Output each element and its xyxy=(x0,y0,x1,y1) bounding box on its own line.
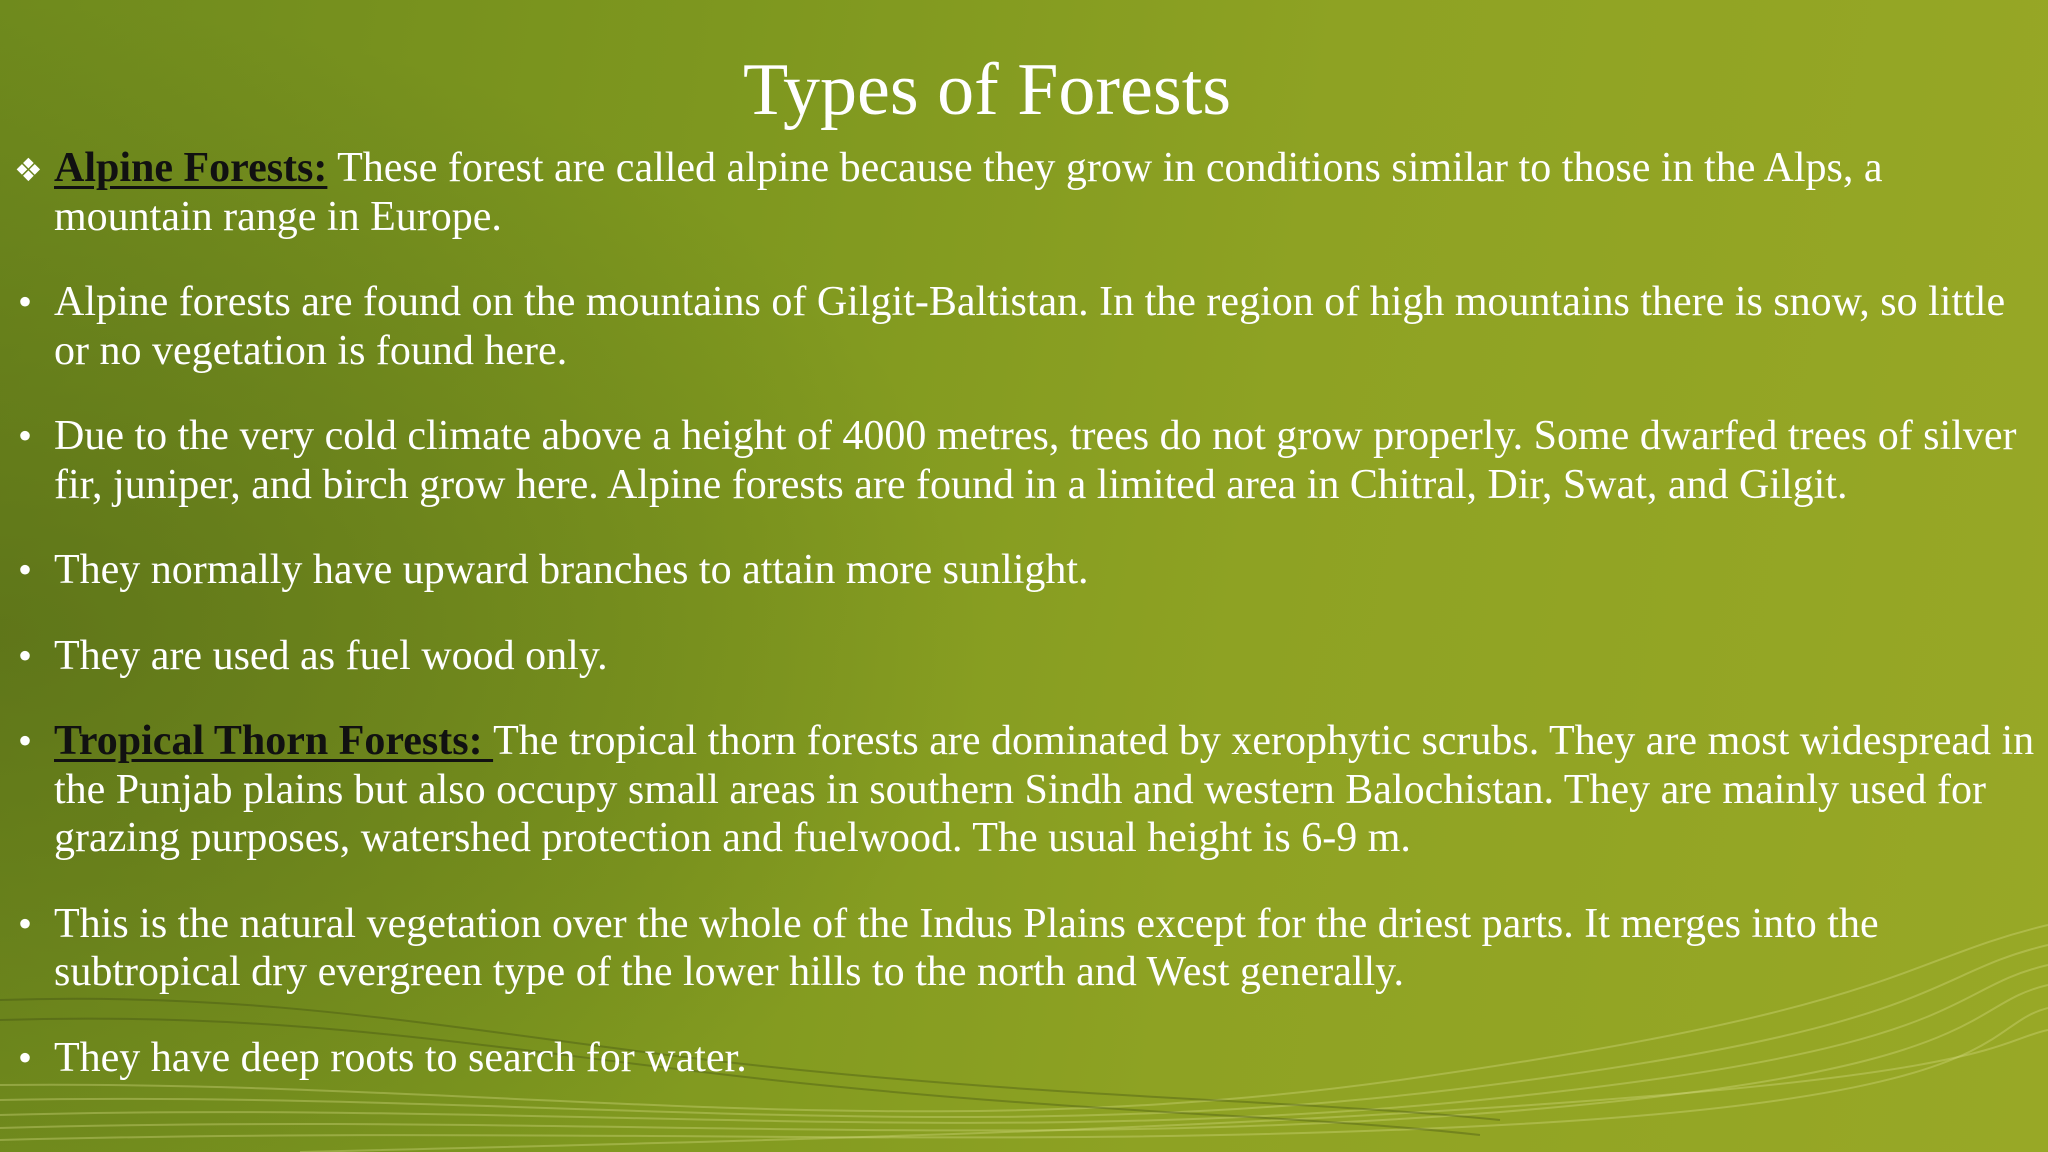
item-text: Due to the very cold climate above a height of 4000 metres, trees do not grow properly. Some dwarfed trees of silver fir, juniper, and birch grow here. Alpine forests are found in a limited area in Chitral, Dir, Swat, and Gilgit. xyxy=(54,413,2017,508)
list-item xyxy=(14,546,2036,595)
item-text: Alpine forests are found on the mountains of Gilgit-Baltistan. In the region of high mountains there is snow, so little or no vegetation is found here. xyxy=(54,279,2006,374)
list-item xyxy=(14,900,2036,997)
item-text: They are used as fuel wood only. xyxy=(54,632,608,679)
item-text: This is the natural vegetation over the whole of the Indus Plains except for the driest parts. It merges into the subtropical dry evergreen type of the lower hills to the north and West generally. xyxy=(54,900,1879,995)
bullet-list xyxy=(14,144,2036,1119)
bullet-icon: • xyxy=(18,1034,33,1080)
bullet-icon: • xyxy=(18,413,33,458)
slide-title: Types of Forests xyxy=(742,49,1232,131)
list-item xyxy=(14,632,2036,681)
section-heading-alpine: Alpine Forests: xyxy=(54,145,328,191)
item-text: They normally have upward branches to attain more sunlight. xyxy=(54,547,1089,593)
list-item xyxy=(14,412,2036,509)
list-item xyxy=(14,144,2036,241)
list-item xyxy=(14,1034,2036,1083)
bullet-icon: • xyxy=(18,279,33,324)
bullet-icon: • xyxy=(18,547,33,592)
item-text: The tropical thorn forests are dominated by xerophytic scrubs. They are most widespread in the Punjab plains but also occupy small areas in southern Sindh and western Balochistan. They are mainly used for grazing purposes, watershed protection and fuelwood. The usual height is 6-9 m. xyxy=(54,718,2035,861)
section-heading-tropical-thorn: Tropical Thorn Forests: xyxy=(54,718,494,764)
list-item xyxy=(14,717,2036,863)
item-text: These forest are called alpine because they grow in conditions similar to those in the Alps, a mountain range in Europe. xyxy=(54,145,1883,240)
bullet-icon: • xyxy=(18,900,33,946)
bullet-icon: • xyxy=(18,632,33,678)
item-text: They have deep roots to search for water. xyxy=(54,1034,747,1081)
list-item xyxy=(14,278,2036,375)
diamond-cluster-icon: ❖ xyxy=(14,151,43,189)
bullet-icon: • xyxy=(18,718,33,763)
